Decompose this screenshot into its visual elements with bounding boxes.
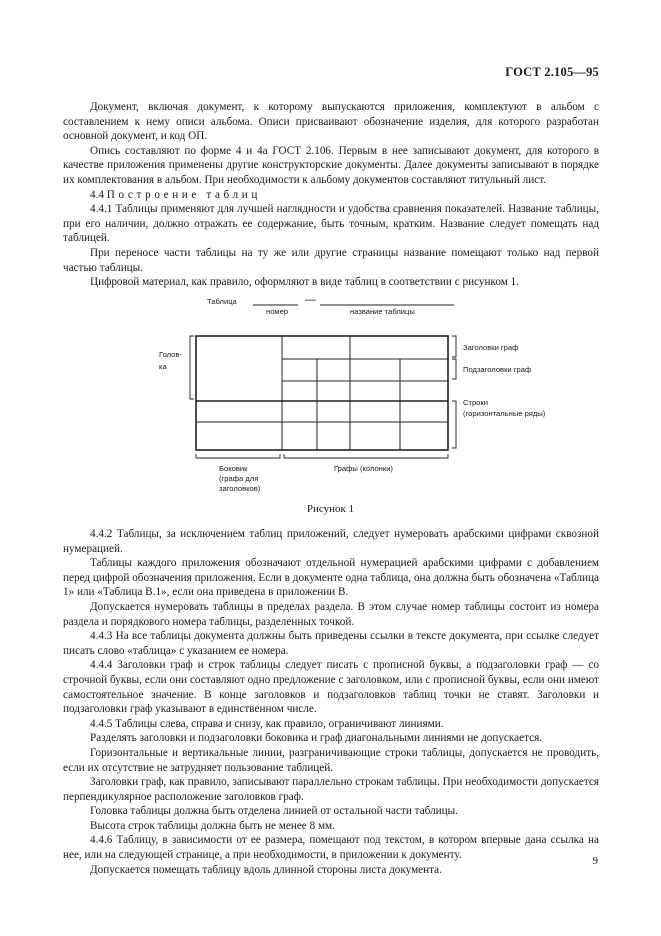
- figure-table-layout: [150, 291, 570, 491]
- figure-stub-label: Боковик: [219, 464, 248, 473]
- paragraph: 4.4.4 Заголовки граф и строк таблицы следует писать с прописной буквы, а подзаголовки граф — со строчной буквы, если они составляют одно предложение с заголовком, или с прописной буквы, если они имеют самостоятельное значение. В конце заголовков и подзаголовков таблиц точки не ставят. Заголовки и подзаголовки граф указывают в единственном числе.: [63, 659, 599, 716]
- paragraph: Разделять заголовки и подзаголовки боковика и граф диагональными линиями не допускается.: [90, 732, 543, 745]
- paragraph: 4.4.3 На все таблицы документа должны быть приведены ссылки в тексте документа, при ссылке следует писать слово «таблица» с указанием ее номера.: [63, 630, 599, 657]
- paragraph: 4.4.5 Таблицы слева, справа и снизу, как правило, ограничивают линиями.: [90, 717, 444, 730]
- paragraph: Головка таблицы должна быть отделена линией от остальной части таблицы.: [90, 805, 458, 818]
- paragraph: 4.4.2 Таблицы, за исключением таблиц приложений, следует нумеровать арабскими цифрами сквозной нумерацией.: [63, 528, 599, 555]
- paragraph: Документ, включая документ, к которому выпускаются приложения, комплектуют в альбом с составлением к нему описи альбома. Описи присваивают обозначение изделия, для которого разработан основной документ, и код ОП.: [63, 101, 599, 143]
- page-number: 9: [592, 855, 598, 867]
- figure-table-label: Таблица: [207, 297, 237, 306]
- figure-rows-label-cont: (горизонтальные ряды): [463, 409, 546, 418]
- paragraph: При переносе части таблицы на ту же или другие страницы название помещают только над первой частью таблицы.: [63, 246, 599, 274]
- figure-rows-label: Строки: [463, 398, 488, 407]
- table-structure-diagram: [150, 291, 570, 491]
- figure-caption: Рисунок 1: [306, 503, 355, 515]
- figure-columns-label: Графы (колонки): [334, 464, 393, 473]
- figure-head-label: Голов-: [159, 350, 182, 359]
- standard-code-header: ГОСТ 2.105—95: [505, 65, 599, 79]
- section-title: Построение таблиц: [106, 188, 261, 201]
- figure-head-label-cont: ка: [159, 362, 167, 371]
- paragraph: Высота строк таблицы должна быть не менее 8 мм.: [90, 819, 335, 832]
- body-text: [63, 527, 599, 877]
- figure-col-subheaders-label: Подзаголовки граф: [463, 365, 532, 374]
- paragraph: Допускается нумеровать таблицы в пределах раздела. В этом случае номер таблицы состоит из номера раздела и порядкового номера таблицы, разделенных точкой.: [63, 600, 599, 628]
- figure-name-label: название таблицы: [350, 307, 415, 316]
- figure-stub-label-cont2: заголовков): [219, 484, 261, 493]
- figure-stub-label-cont: (графа для: [219, 474, 259, 483]
- figure-dash: —: [305, 294, 316, 306]
- figure-number-label: номер: [266, 307, 289, 316]
- paragraph: Опись составляют по форме 4 и 4а ГОСТ 2.106. Первым в нее записывают документ, для которого в качестве приложения применены другие конструкторские документы. Далее документы записывают в порядке их комплектования в альбом. При необходимости к альбому документов составляют титульный лист.: [63, 144, 599, 186]
- paragraph: Допускается помещать таблицу вдоль длинной стороны листа документа.: [90, 863, 442, 876]
- paragraph: Горизонтальные и вертикальные линии, разграничивающие строки таблицы, допускается не проводить, если их отсутствие не затрудняет пользование таблицей.: [63, 746, 599, 774]
- paragraph: 4.4.6 Таблицу, в зависимости от ее размера, помещают под текстом, в котором впервые дана ссылка на нее, или на следующей странице, а при необходимости, в приложении к документу.: [63, 834, 599, 862]
- paragraph: Цифровой материал, как правило, оформляют в виде таблиц в соответствии с рисунком 1.: [90, 276, 519, 289]
- paragraph: Таблицы каждого приложения обозначают отдельной нумерацией арабскими цифрами с добавлением перед цифрой обозначения приложения. Если в документе одна таблица, она должна быть обозначена «Таблица 1» или «Таблица В.1», если она приведена в приложении В.: [63, 557, 599, 599]
- section-number: 4.4: [90, 188, 104, 201]
- paragraph: Заголовки граф, как правило, записывают параллельно строкам таблицы. При необходимости допускается перпендикулярное расположение заголовков граф.: [63, 776, 599, 803]
- figure-col-headers-label: Заголовки граф: [463, 343, 519, 352]
- paragraph: 4.4.1 Таблицы применяют для лучшей наглядности и удобства сравнения показателей. Название таблицы, при его наличии, должно отражать ее содержание, быть точным, кратким. Название следует помещать над таблицей.: [63, 203, 599, 245]
- intro-text: [63, 100, 599, 290]
- section-heading: [63, 188, 599, 203]
